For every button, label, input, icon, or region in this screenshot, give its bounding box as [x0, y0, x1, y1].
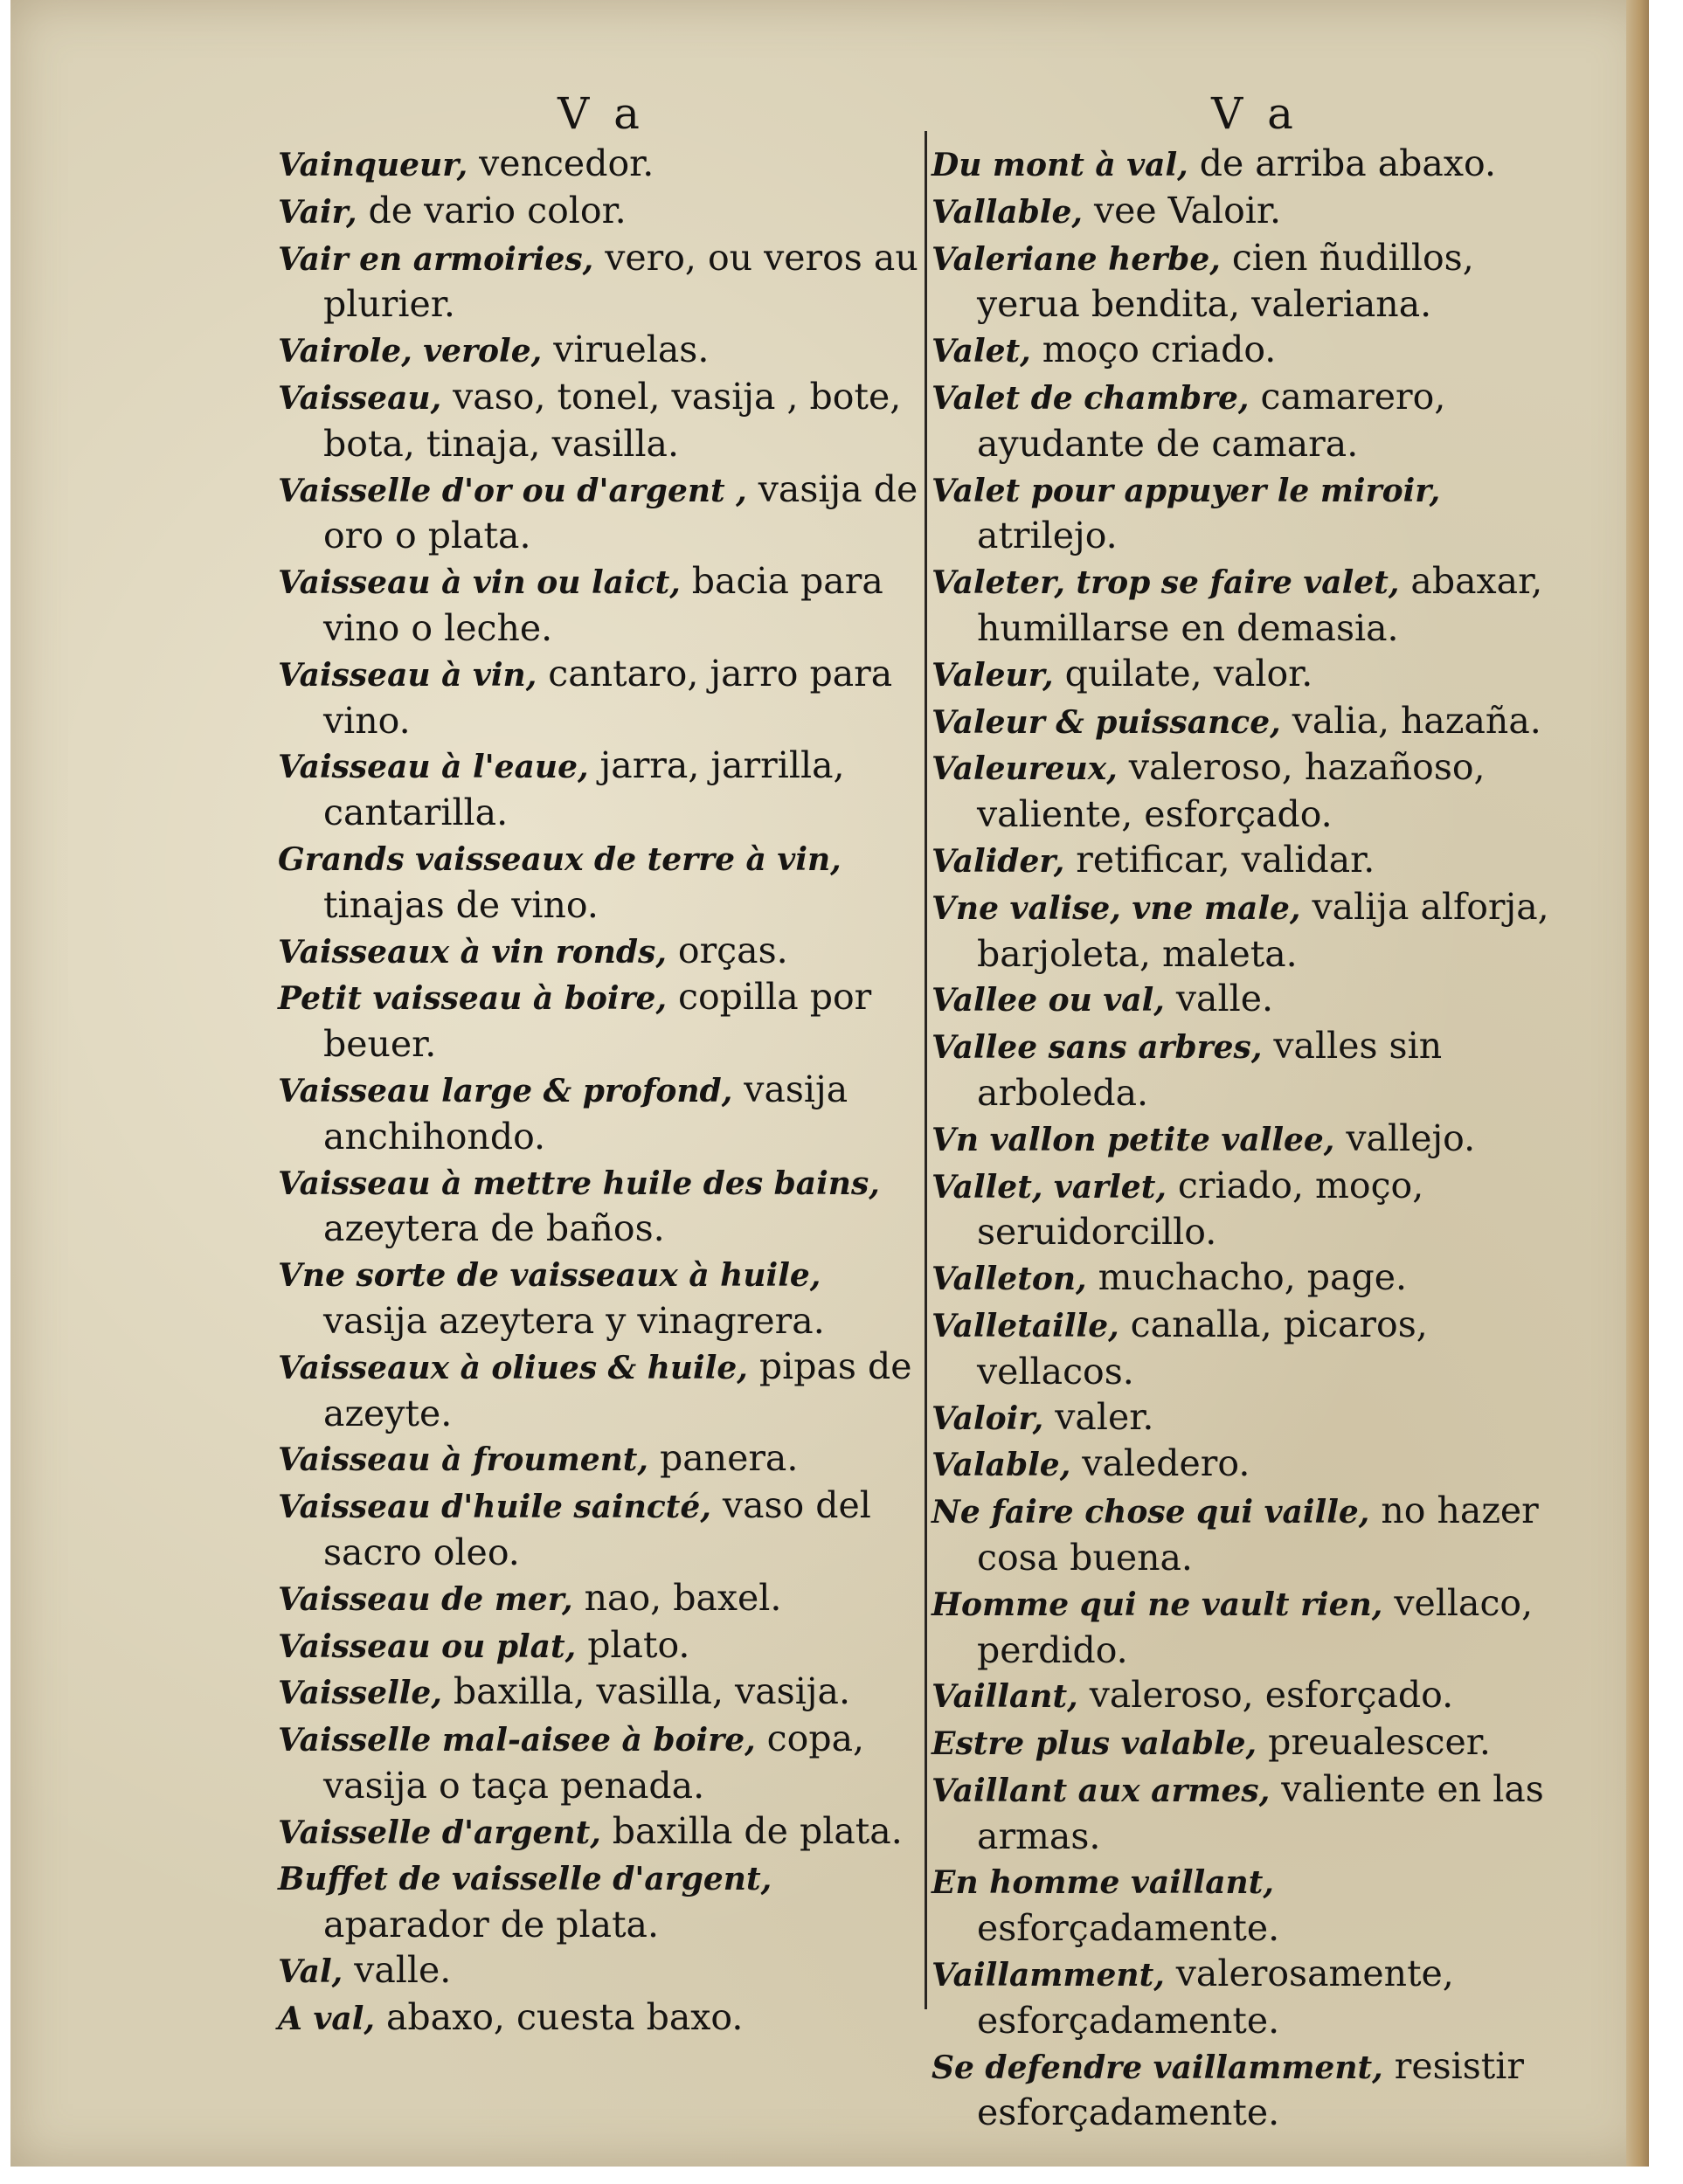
french-headword: Vne sorte de vaisseaux à huile, [278, 1257, 821, 1295]
spanish-translation: esforçadamente. [977, 1907, 1280, 1950]
dictionary-entry [278, 559, 925, 652]
dictionary-entry [278, 236, 925, 328]
dictionary-entry [278, 467, 925, 560]
dictionary-entry [278, 929, 925, 976]
spanish-translation: copilla por beuer. [323, 976, 872, 1066]
right-column [932, 87, 1578, 2136]
french-headword: Valoir, [932, 1400, 1044, 1437]
dictionary-entry [932, 1116, 1578, 1164]
dictionary-entry [932, 1859, 1578, 1952]
spanish-translation: vasija de oro o plata. [323, 467, 918, 557]
spanish-translation: tinajas de vino. [323, 883, 599, 926]
dictionary-entry [932, 1024, 1578, 1116]
dictionary-entry [278, 1717, 925, 1809]
spanish-translation: cantaro, jarro para vino. [323, 652, 893, 742]
spanish-translation: valle. [343, 1949, 452, 1992]
french-headword: Vaisseau ou plat, [278, 1628, 577, 1665]
left-column [278, 87, 925, 2042]
spanish-translation: baxilla, vasilla, vasija. [441, 1670, 850, 1713]
french-headword: Valletaille, [932, 1307, 1119, 1344]
dictionary-entry [278, 836, 925, 929]
french-headword: Valeur, [932, 656, 1054, 694]
left-running-head: V a [558, 88, 645, 139]
dictionary-entry [278, 189, 925, 236]
french-headword: Vaisselle d'argent, [278, 1814, 601, 1851]
french-headword: Val, [278, 1953, 343, 1991]
column-rule [925, 131, 927, 2009]
french-headword: Valet de chambre, [932, 379, 1250, 417]
dictionary-entry [278, 1669, 925, 1717]
dictionary-entry [278, 743, 925, 836]
french-headword: Vaisselle mal-aisee à boire, [278, 1722, 756, 1759]
french-headword: Ne faire chose qui vaille, [932, 1494, 1370, 1531]
spanish-translation: vasija anchihondo. [323, 1068, 848, 1158]
spanish-translation: vallejo. [1334, 1116, 1476, 1159]
dictionary-entry [278, 1856, 925, 1948]
french-headword: Valet pour appuyer le miroir, [932, 472, 1441, 509]
dictionary-entry [932, 559, 1578, 652]
spanish-translation: nao, baxel. [572, 1576, 782, 1619]
page-edge [1626, 0, 1649, 2167]
dictionary-entry [932, 328, 1578, 375]
spanish-translation: moço criado. [1030, 328, 1277, 371]
dictionary-entry [932, 142, 1578, 189]
spanish-translation: valle. [1164, 978, 1273, 1020]
french-headword: Valeur & puissance, [932, 703, 1281, 741]
spanish-translation: valia, hazaña. [1280, 699, 1541, 742]
french-headword: Vaisseaux à oliues & huile, [278, 1349, 748, 1386]
dictionary-entry [278, 1995, 925, 2042]
french-headword: Vaisseau à vin, [278, 656, 537, 694]
dictionary-entry [278, 1160, 925, 1253]
left-entries [278, 142, 925, 2042]
dictionary-entry [278, 975, 925, 1068]
dictionary-entry [278, 1483, 925, 1576]
spanish-translation: valedero. [1070, 1442, 1250, 1485]
dictionary-entry [932, 1767, 1578, 1860]
french-headword: Vallee ou val, [932, 982, 1165, 1019]
french-headword: Vn vallon petite vallee, [932, 1121, 1335, 1158]
french-headword: Se defendre vaillamment, [932, 2049, 1383, 2086]
spanish-translation: camarero, ayudante de camara. [977, 375, 1446, 465]
dictionary-entry [932, 1164, 1578, 1256]
spanish-translation: vero, ou veros au plurier. [323, 236, 918, 326]
spanish-translation: copa, vasija o taça penada. [323, 1717, 865, 1807]
dictionary-entry [932, 652, 1578, 699]
spanish-translation: muchacho, page. [1086, 1256, 1408, 1299]
dictionary-entry [932, 1673, 1578, 1720]
french-headword: Vaisselle, [278, 1675, 442, 1712]
french-headword: Vaisseau, [278, 379, 442, 417]
dictionary-entry [932, 1489, 1578, 1581]
dictionary-entry [278, 142, 925, 189]
french-headword: Vair en armoiries, [278, 240, 594, 278]
right-entries [932, 142, 1578, 2136]
dictionary-entry [932, 1952, 1578, 2044]
spanish-translation: vee Valoir. [1082, 189, 1282, 232]
spanish-translation: vaso, tonel, vasija , bote, bota, tinaja, vasilla. [323, 375, 902, 465]
french-headword: Vaillant, [932, 1678, 1078, 1716]
book-page [10, 0, 1649, 2167]
french-headword: Valeriane herbe, [932, 240, 1221, 278]
dictionary-entry [278, 652, 925, 744]
french-headword: Buffet de vaisselle d'argent, [278, 1861, 772, 1898]
french-headword: Du mont à val, [932, 147, 1188, 183]
spanish-translation: vellaco, perdido. [977, 1581, 1534, 1671]
dictionary-entry [932, 467, 1578, 560]
french-headword: A val, [278, 2000, 375, 2037]
french-headword: Vaisselle d'or ou d'argent , [278, 472, 747, 509]
french-headword: Vne valise, vne male, [932, 889, 1301, 927]
dictionary-entry [932, 838, 1578, 885]
dictionary-entry [932, 1255, 1578, 1303]
spanish-translation: jarra, jarrilla, cantarilla. [323, 744, 845, 834]
spanish-translation: baxilla de plata. [600, 1809, 903, 1852]
spanish-translation: bacia para vino o leche. [323, 560, 883, 649]
spanish-translation: vasija azeytera y vinagrera. [323, 1299, 825, 1342]
french-headword: Vaisseau à l'eaue, [278, 749, 589, 786]
spanish-translation: cien ñudillos, yerua bendita, valeriana. [977, 236, 1474, 326]
spanish-translation: orças. [666, 929, 788, 971]
spanish-translation: vaso del sacro oleo. [323, 1484, 871, 1573]
french-headword: Vair, [278, 193, 357, 231]
french-headword: Vaisseau d'huile saincté, [278, 1489, 711, 1526]
dictionary-entry [278, 1948, 925, 1995]
french-headword: Vallet, varlet, [932, 1168, 1167, 1206]
dictionary-entry [932, 375, 1578, 467]
dictionary-entry [932, 699, 1578, 746]
spanish-translation: pipas de azeyte. [323, 1344, 912, 1434]
french-headword: Grands vaisseaux de terre à vin, [278, 840, 842, 878]
french-headword: Valeter, trop se faire valet, [932, 564, 1400, 602]
french-headword: Vaisseau à vin ou laict, [278, 564, 681, 602]
dictionary-entry [932, 1581, 1578, 1674]
french-headword: Valet, [932, 333, 1031, 370]
spanish-translation: plato. [576, 1623, 690, 1666]
spanish-translation: canalla, picaros, vellacos. [977, 1303, 1428, 1393]
french-headword: Vaillamment, [932, 1957, 1165, 1994]
spanish-translation: de arriba abaxo. [1188, 142, 1496, 184]
spanish-translation: atrilejo. [977, 515, 1118, 557]
spanish-translation: de vario color. [357, 189, 627, 232]
spanish-translation: valiente en las armas. [977, 1767, 1544, 1857]
dictionary-entry [932, 745, 1578, 838]
french-headword: Vallable, [932, 193, 1083, 231]
spanish-translation: viruelas. [542, 328, 710, 371]
spanish-translation: valija alforja, barjoleta, maleta. [977, 885, 1549, 975]
dictionary-entry [932, 2044, 1578, 2137]
spanish-translation: azeytera de baños. [323, 1207, 665, 1250]
french-headword: Valable, [932, 1447, 1071, 1484]
dictionary-entry [932, 189, 1578, 236]
dictionary-entry [932, 1441, 1578, 1489]
french-headword: Vairole, verole, [278, 333, 543, 370]
dictionary-entry [278, 1576, 925, 1623]
dictionary-entry [932, 1395, 1578, 1442]
french-headword: Vallee sans arbres, [932, 1029, 1263, 1067]
french-headword: Petit vaisseau à boire, [278, 980, 667, 1018]
spanish-translation: abaxo, cuesta baxo. [374, 1995, 744, 2038]
dictionary-entry [278, 328, 925, 375]
dictionary-entry [278, 1809, 925, 1856]
french-headword: Homme qui ne vault rien, [932, 1586, 1383, 1623]
french-headword: Vaisseau de mer, [278, 1580, 573, 1618]
dictionary-entry [932, 885, 1578, 978]
dictionary-entry [932, 977, 1578, 1024]
dictionary-entry [278, 1623, 925, 1670]
spanish-translation: abaxar, humillarse en demasia. [977, 560, 1543, 649]
spanish-translation: no hazer cosa buena. [977, 1489, 1539, 1579]
spanish-translation: resistir esforçadamente. [977, 2044, 1524, 2134]
french-headword: Vaisseaux à vin ronds, [278, 933, 667, 971]
dictionary-entry [932, 236, 1578, 328]
spanish-translation: valerosamente, esforçadamente. [977, 1952, 1454, 2042]
french-headword: Valider, [932, 842, 1065, 880]
spanish-translation: preualescer. [1257, 1721, 1491, 1764]
french-headword: Estre plus valable, [932, 1725, 1257, 1763]
dictionary-entry [932, 1720, 1578, 1767]
spanish-translation: retificar, validar. [1064, 838, 1375, 881]
french-headword: Vaisseau à froument, [278, 1441, 648, 1479]
spanish-translation: quilate, valor. [1053, 652, 1313, 695]
dictionary-entry [932, 1303, 1578, 1395]
dictionary-entry [278, 1344, 925, 1437]
french-headword: Valeureux, [932, 750, 1118, 788]
french-headword: Valleton, [932, 1261, 1087, 1298]
spanish-translation: aparador de plata. [323, 1904, 660, 1946]
spanish-translation: valeroso, hazañoso, valiente, esforçado. [977, 746, 1486, 836]
french-headword: Vainqueur, [278, 147, 468, 183]
spanish-translation: valeroso, esforçado. [1077, 1674, 1454, 1717]
spanish-translation: valer. [1043, 1395, 1154, 1438]
french-headword: Vaisseau large & profond, [278, 1072, 733, 1109]
right-running-head: V a [1211, 88, 1299, 139]
dictionary-entry [278, 1068, 925, 1160]
spanish-translation: criado, moço, seruidorcillo. [977, 1164, 1424, 1254]
dictionary-entry [278, 1436, 925, 1483]
dictionary-entry [278, 375, 925, 467]
french-headword: Vaisseau à mettre huile des bains, [278, 1165, 880, 1202]
french-headword: Vaillant aux armes, [932, 1772, 1271, 1809]
dictionary-entry [278, 1252, 925, 1344]
spanish-translation: vencedor. [468, 142, 654, 184]
french-headword: En homme vaillant, [932, 1864, 1274, 1902]
spanish-translation: valles sin arboleda. [977, 1025, 1443, 1114]
spanish-translation: panera. [648, 1437, 799, 1480]
